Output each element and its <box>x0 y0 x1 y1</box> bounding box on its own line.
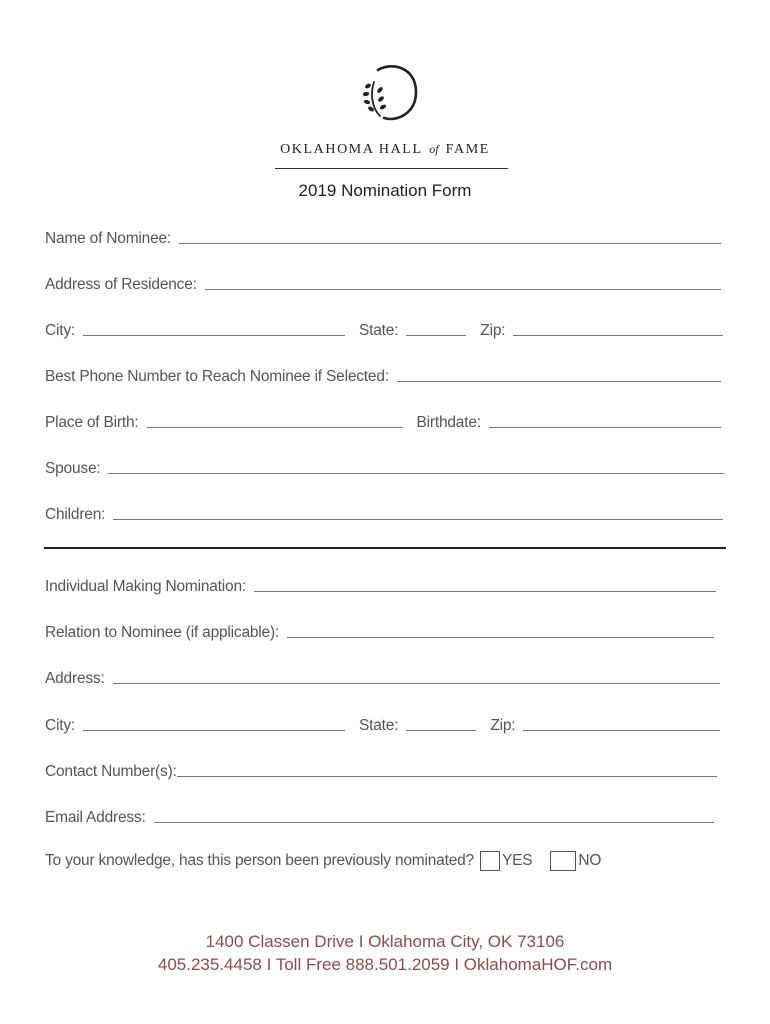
nominee-name-label: Name of Nominee: <box>45 230 172 247</box>
footer-address: 1400 Classen Drive I Oklahoma City, OK 73106 <box>205 932 565 951</box>
footer-contact: 405.235.4458 I Toll Free 888.501.2059 I OklahomaHOF.com <box>157 955 613 974</box>
nominee-address-field[interactable] <box>205 289 721 290</box>
birthplace-label: Place of Birth: <box>45 414 139 431</box>
nominator-zip-label: Zip: <box>490 717 516 734</box>
email-field[interactable] <box>154 822 714 823</box>
birthdate-label: Birthdate: <box>416 414 481 431</box>
previous-nomination-row <box>45 850 601 872</box>
nominator-city-label: City: <box>45 717 76 734</box>
previous-nomination-question: To your knowledge, has this person been previously nominated? <box>45 852 474 869</box>
no-checkbox[interactable] <box>550 851 576 871</box>
nominator-city-field[interactable] <box>83 730 345 731</box>
organization-name: OKLAHOMA HALL of FAME <box>280 142 490 157</box>
nominee-zip-field[interactable] <box>513 335 723 336</box>
nominee-city-label: City: <box>45 322 76 339</box>
email-row <box>45 805 714 827</box>
yes-checkbox[interactable] <box>480 851 500 871</box>
relation-field[interactable] <box>287 637 714 638</box>
nominee-address-label: Address of Residence: <box>45 276 197 293</box>
nominator-address-label: Address: <box>45 670 105 687</box>
nominator-address-field[interactable] <box>113 683 720 684</box>
yes-label: YES <box>501 852 533 869</box>
contact-label: Contact Number(s): <box>45 763 177 780</box>
nominee-zip-label: Zip: <box>480 322 506 339</box>
spouse-row <box>45 456 724 478</box>
nominee-phone-label: Best Phone Number to Reach Nominee if Selected: <box>45 368 389 385</box>
spouse-label: Spouse: <box>45 460 101 477</box>
contact-row <box>45 759 717 781</box>
no-label: NO <box>578 852 602 869</box>
nominee-state-field[interactable] <box>406 335 466 336</box>
nominee-name-field[interactable] <box>179 243 721 244</box>
nominee-city-row <box>45 318 723 340</box>
nominator-city-row <box>45 713 720 735</box>
spouse-field[interactable] <box>108 473 724 474</box>
nominator-zip-field[interactable] <box>523 730 720 731</box>
nominee-address-row <box>45 272 721 294</box>
header-rule <box>275 168 508 169</box>
children-label: Children: <box>45 506 106 523</box>
children-field[interactable] <box>113 519 723 520</box>
nominee-name-row <box>45 226 721 248</box>
birthplace-field[interactable] <box>147 427 403 428</box>
relation-row <box>45 620 714 642</box>
nominee-phone-row <box>45 364 721 386</box>
relation-label: Relation to Nominee (if applicable): <box>45 624 280 641</box>
nominator-name-row <box>45 574 716 596</box>
nominator-name-label: Individual Making Nomination: <box>45 578 246 595</box>
nominator-name-field[interactable] <box>254 591 716 592</box>
nominator-address-row <box>45 666 720 688</box>
nominee-city-field[interactable] <box>83 335 345 336</box>
children-row <box>45 502 723 524</box>
laurel-circle-icon <box>350 64 422 124</box>
section-divider <box>44 547 726 549</box>
email-label: Email Address: <box>45 809 146 826</box>
contact-field[interactable] <box>177 776 717 777</box>
birthdate-field[interactable] <box>489 427 721 428</box>
form-title: 2019 Nomination Form <box>298 181 472 200</box>
nominee-phone-field[interactable] <box>397 381 721 382</box>
nominee-state-label: State: <box>359 322 399 339</box>
nominee-birth-row <box>45 410 721 432</box>
nominator-state-field[interactable] <box>406 730 476 731</box>
nominator-state-label: State: <box>359 717 399 734</box>
